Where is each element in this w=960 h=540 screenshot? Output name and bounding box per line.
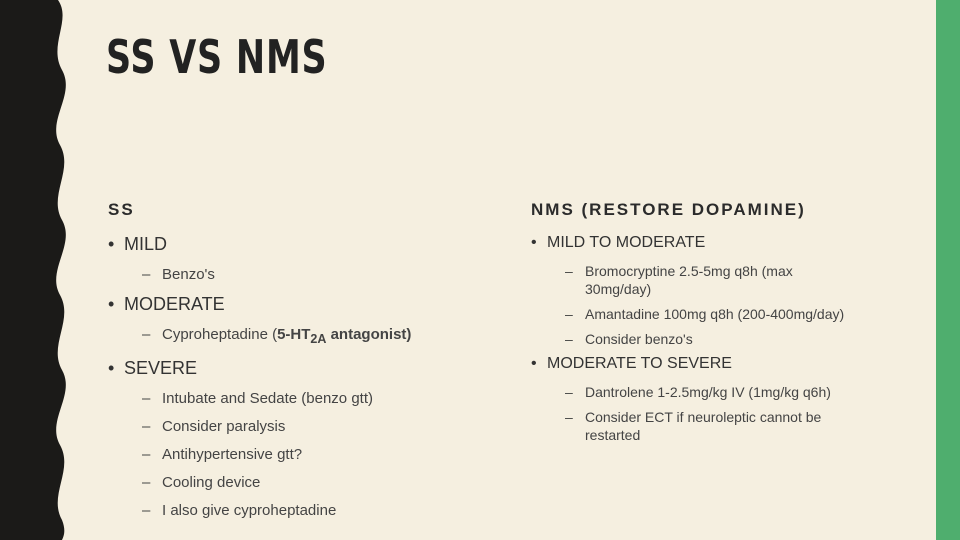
receptor-name (277, 326, 412, 346)
ss-severe-item: – Antihypertensive gtt? (142, 446, 508, 464)
nms-bullet-list (531, 234, 861, 451)
ss-moderate: • MODERATE (108, 294, 508, 314)
receptor-subscript: 2A (310, 332, 327, 346)
ss-severe-item: – Cooling device (142, 474, 508, 492)
receptor-rest: antagonist) (326, 326, 412, 343)
receptor-main: 5-HT (277, 326, 311, 343)
nms-severe-item: – Dantrolene 1-2.5mg/kg IV (1mg/kg q6h) (565, 383, 861, 401)
ss-severe: • SEVERE (108, 358, 508, 378)
right-accent-bar (936, 0, 960, 540)
nms-mild-item: – Bromocryptine 2.5-5mg q8h (max 30mg/day) (565, 262, 861, 298)
nms-heading: NMS (RESTORE DOPAMINE) (531, 200, 806, 219)
cyproheptadine-prefix: Cyproheptadine ( (162, 326, 278, 343)
nms-mild-item: – Amantadine 100mg q8h (200-400mg/day) (565, 305, 861, 323)
ss-moderate-item (142, 326, 508, 348)
nms-mild-item: – Consider benzo's (565, 330, 861, 348)
nms-mild-moderate: • MILD TO MODERATE (531, 234, 861, 252)
ss-severe-item: – I also give cyproheptadine (142, 502, 508, 520)
slide-title: SS VS NMS (106, 30, 328, 84)
ss-bullet-list (108, 234, 508, 530)
left-wavy-band (0, 0, 75, 540)
ss-mild-item: – Benzo's (142, 266, 508, 284)
ss-severe-item: – Intubate and Sedate (benzo gtt) (142, 390, 508, 408)
ss-severe-item: – Consider paralysis (142, 418, 508, 436)
ss-mild: • MILD (108, 234, 508, 254)
nms-moderate-severe: • MODERATE TO SEVERE (531, 355, 861, 373)
ss-heading: SS (108, 200, 135, 219)
nms-severe-item: – Consider ECT if neuroleptic cannot be restarted (565, 408, 861, 444)
